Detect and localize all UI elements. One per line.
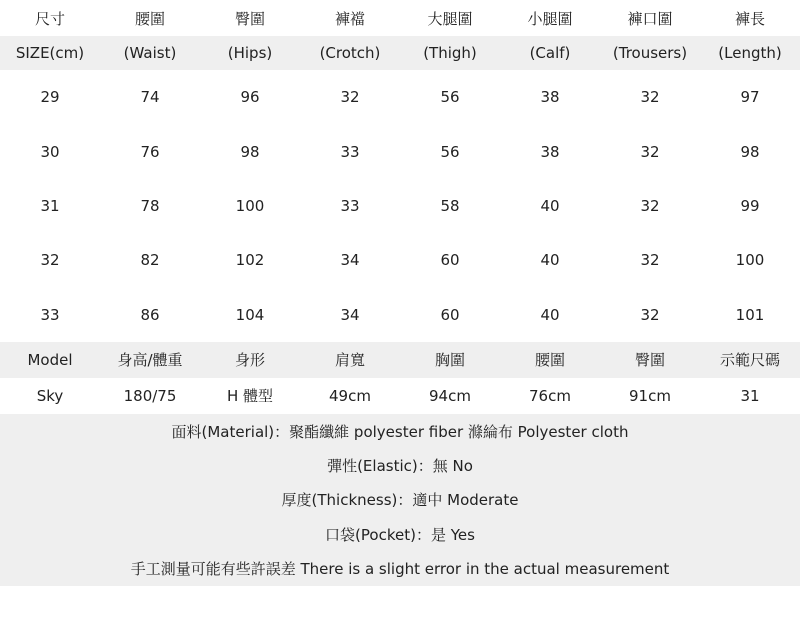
- cell-crotch: 34: [340, 251, 360, 270]
- header-trousers-en: (Trousers): [612, 44, 688, 62]
- header-size-en: SIZE(cm): [15, 44, 85, 62]
- header-trousers-cn: 褲口圍: [627, 9, 673, 28]
- model-body-shape: H 體型: [226, 387, 274, 406]
- table-row: [0, 124, 800, 178]
- model-waist: 76cm: [529, 386, 571, 405]
- cell-crotch: 34: [340, 305, 360, 324]
- header-sample-size: 示範尺碼: [719, 351, 780, 370]
- header-hips: 臀圍: [634, 351, 665, 370]
- cell-thigh: 58: [440, 196, 460, 215]
- header-hips-cn: 臀圍: [234, 9, 265, 28]
- cell-trousers: 32: [640, 305, 660, 324]
- header-shoulder: 肩寬: [334, 351, 365, 370]
- material-note: 面料(Material)：聚酯纖維 polyester fiber 滌綸布 Polyester cloth: [171, 422, 629, 441]
- size-header-english: [0, 36, 800, 70]
- cell-calf: 40: [540, 251, 560, 270]
- cell-size: 32: [40, 251, 60, 270]
- cell-length: 98: [740, 142, 760, 161]
- cell-trousers: 32: [640, 251, 660, 270]
- header-hips-en: (Hips): [227, 44, 273, 62]
- cell-calf: 38: [540, 142, 560, 161]
- header-crotch-cn: 褲襠: [334, 9, 365, 28]
- header-size-cn: 尺寸: [34, 9, 65, 28]
- header-waist-en: (Waist): [123, 44, 177, 62]
- header-length-cn: 褲長: [734, 9, 765, 28]
- header-calf-en: (Calf): [529, 44, 571, 62]
- cell-waist: 82: [140, 251, 160, 270]
- cell-calf: 40: [540, 196, 560, 215]
- model-chest: 94cm: [429, 386, 471, 405]
- header-crotch-en: (Crotch): [319, 44, 381, 62]
- cell-crotch: 33: [340, 196, 360, 215]
- cell-waist: 86: [140, 305, 160, 324]
- cell-hips: 96: [240, 88, 260, 107]
- model-table: [0, 342, 800, 414]
- model-shoulder: 49cm: [329, 386, 371, 405]
- header-thigh-cn: 大腿圍: [427, 9, 473, 28]
- product-notes: [0, 414, 800, 586]
- cell-thigh: 60: [440, 305, 460, 324]
- table-row: [0, 233, 800, 287]
- header-waist-cn: 腰圍: [134, 9, 165, 28]
- cell-crotch: 32: [340, 88, 360, 107]
- cell-calf: 40: [540, 305, 560, 324]
- cell-crotch: 33: [340, 142, 360, 161]
- thickness-note: 厚度(Thickness)：適中 Moderate: [281, 491, 519, 510]
- cell-hips: 100: [235, 196, 265, 215]
- model-hips: 91cm: [629, 386, 671, 405]
- header-thigh-en: (Thigh): [423, 44, 477, 62]
- cell-length: 100: [735, 251, 765, 270]
- cell-size: 31: [40, 196, 60, 215]
- header-calf-cn: 小腿圍: [527, 9, 573, 28]
- header-model: Model: [27, 350, 73, 369]
- cell-hips: 98: [240, 142, 260, 161]
- cell-thigh: 56: [440, 142, 460, 161]
- pocket-note: 口袋(Pocket)：是 Yes: [325, 525, 475, 544]
- cell-calf: 38: [540, 88, 560, 107]
- cell-size: 33: [40, 305, 60, 324]
- cell-waist: 78: [140, 196, 160, 215]
- header-length-en: (Length): [718, 44, 782, 62]
- cell-length: 101: [735, 305, 765, 324]
- model-height-weight: 180/75: [123, 386, 177, 405]
- model-name: Sky: [36, 386, 64, 405]
- cell-size: 30: [40, 142, 60, 161]
- cell-length: 97: [740, 88, 760, 107]
- header-chest: 胸圍: [434, 351, 465, 370]
- cell-trousers: 32: [640, 142, 660, 161]
- model-row: [0, 378, 800, 414]
- header-waist: 腰圍: [534, 351, 565, 370]
- cell-hips: 102: [235, 251, 265, 270]
- cell-thigh: 60: [440, 251, 460, 270]
- cell-thigh: 56: [440, 88, 460, 107]
- cell-trousers: 32: [640, 196, 660, 215]
- model-sample-size: 31: [740, 386, 760, 405]
- cell-waist: 76: [140, 142, 160, 161]
- header-body-shape: 身形: [234, 351, 265, 370]
- header-height-weight: 身高/體重: [117, 351, 183, 370]
- table-row: [0, 70, 800, 124]
- table-row: [0, 288, 800, 342]
- cell-waist: 74: [140, 88, 160, 107]
- size-header-chinese: [0, 0, 800, 36]
- cell-trousers: 32: [640, 88, 660, 107]
- cell-length: 99: [740, 196, 760, 215]
- elastic-note: 彈性(Elastic)：無 No: [327, 457, 473, 476]
- cell-size: 29: [40, 88, 60, 107]
- model-header: [0, 342, 800, 378]
- measurement-error-note: 手工測量可能有些許誤差 There is a slight error in the actual measurement: [130, 560, 670, 579]
- cell-hips: 104: [235, 305, 265, 324]
- table-row: [0, 179, 800, 233]
